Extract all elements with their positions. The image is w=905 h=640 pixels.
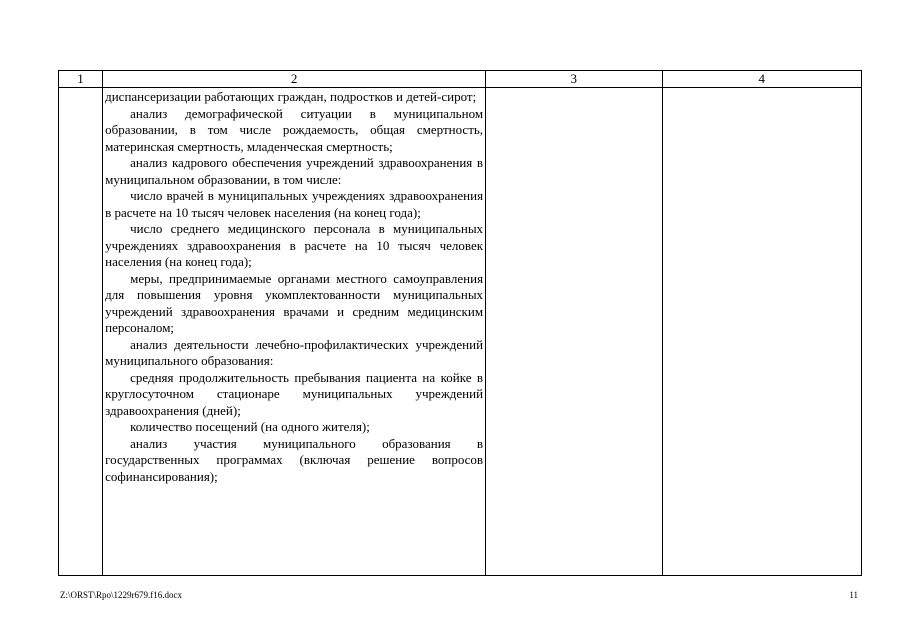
paragraph: число среднего медицинского персонала в муниципальных учреждениях здравоохранения в расчете на 10 тысяч человек населения (на конец года);: [105, 221, 484, 269]
paragraph: анализ демографической ситуации в муниципальном образовании, в том числе рождаемость, общая смертность, материнская смертность, младенческая смертность;: [105, 105, 484, 154]
table-header-row: [59, 71, 862, 88]
row-cell-col4: [662, 88, 862, 576]
paragraph: анализ участия муниципального образования в государственных программах (включая решение вопросов софинансирования);: [105, 435, 484, 484]
paragraph: диспансеризации работающих граждан, подростков и детей-сирот;: [105, 89, 477, 104]
row-cell-col3: [486, 88, 662, 576]
column-header-4: 4: [662, 71, 862, 88]
paragraph: меры, предпринимаемые органами местного самоуправления для повышения уровня укомплектованности муниципальных учреждений здравоохранения врачами и средним медицинским персоналом;: [105, 270, 484, 335]
paragraph: анализ кадрового обеспечения учреждений здравоохранения в муниципальном образовании, в том числе:: [105, 155, 484, 187]
paragraph: число врачей в муниципальных учреждениях здравоохранения в расчете на 10 тысяч человек населения (на конец года);: [105, 188, 484, 220]
column-header-1: 1: [59, 71, 103, 88]
row-cell-col2: [103, 88, 486, 576]
table-row: [59, 88, 862, 576]
column-header-3: 3: [486, 71, 662, 88]
row-cell-col1: [59, 88, 103, 576]
footer-file-path: Z:\ORST\Rpo\1229r679.f16.docx: [60, 590, 182, 600]
document-table: [58, 70, 862, 576]
paragraph: средняя продолжительность пребывания пациента на койке в круглосуточном стационаре муниципальных учреждений здравоохранения (дней);: [105, 369, 484, 418]
page-number: 11: [849, 590, 858, 600]
column-header-2: 2: [103, 71, 486, 88]
paragraph: количество посещений (на одного жителя);: [130, 419, 370, 434]
paragraph: анализ деятельности лечебно-профилактических учреждений муниципального образования:: [105, 336, 484, 368]
